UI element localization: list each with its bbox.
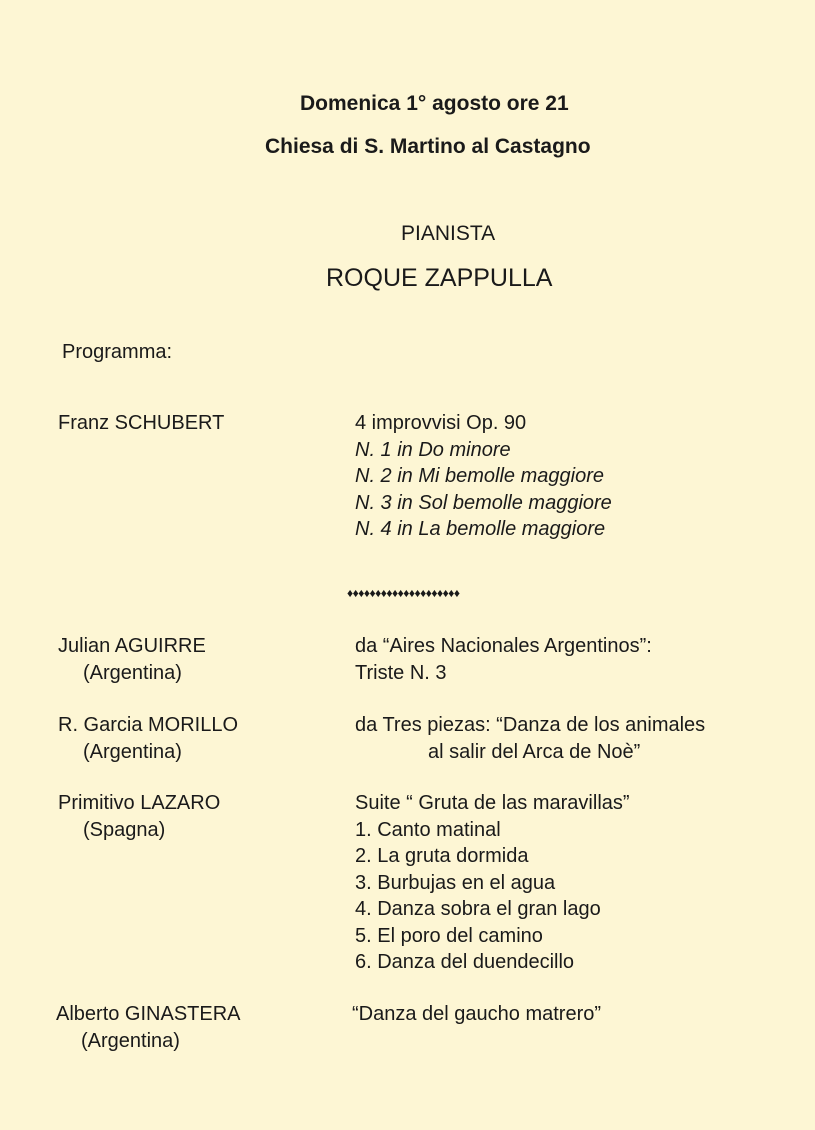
work-line: 4. Danza sobra el gran lago [355, 898, 601, 920]
work-morillo [355, 712, 705, 765]
work-line: da “Aires Nacionales Argentinos”: [355, 635, 652, 657]
composer-name: Alberto GINASTERA [56, 1003, 241, 1025]
composer-name: Julian AGUIRRE [58, 635, 206, 657]
work-item: N. 2 in Mi bemolle maggiore [355, 465, 604, 487]
composer-morillo [58, 712, 238, 765]
work-aguirre [355, 633, 652, 686]
work-line: “Danza del gaucho matrero” [352, 1003, 602, 1025]
work-ginastera [352, 1001, 601, 1028]
work-line: Triste N. 3 [355, 661, 447, 684]
work-line: 2. La gruta dormida [355, 845, 529, 867]
work-item: N. 3 in Sol bemolle maggiore [355, 491, 612, 514]
composer-country: (Spagna) [83, 818, 166, 841]
composer-ginastera [56, 1001, 241, 1054]
work-lazaro [355, 790, 630, 976]
composer-name: Franz SCHUBERT [58, 412, 225, 434]
work-line: Suite “ Gruta de las maravillas” [355, 792, 630, 814]
work-line: 6. Danza del duendecillo [355, 951, 575, 973]
composer-name: R. Garcia MORILLO [58, 714, 239, 736]
work-line: 5. El poro del camino [355, 924, 543, 947]
composer-country: (Argentina) [81, 1029, 180, 1052]
composer-name: Primitivo LAZARO [58, 792, 221, 814]
composer-schubert [58, 410, 224, 437]
composer-aguirre [58, 633, 206, 686]
work-item: N. 4 in La bemolle maggiore [355, 518, 606, 540]
work-line: al salir del Arca de Noè” [428, 740, 641, 763]
composer-lazaro [58, 790, 220, 843]
date-time-heading: Domenica 1° agosto ore 21 [300, 92, 569, 115]
work-line: 3. Burbujas en el agua [355, 871, 556, 894]
work-line: 1. Canto matinal [355, 818, 501, 841]
composer-country: (Argentina) [83, 661, 182, 684]
venue-heading: Chiesa di S. Martino al Castagno [265, 135, 591, 158]
work-line: da Tres piezas: “Danza de los animales [355, 714, 706, 736]
work-schubert [355, 410, 612, 543]
separator-ornament: ♦♦♦♦♦♦♦♦♦♦♦♦♦♦♦♦♦♦♦♦ [347, 586, 460, 600]
performer-name: ROQUE ZAPPULLA [326, 264, 553, 292]
role-label: PIANISTA [401, 222, 496, 245]
program-label: Programma: [62, 341, 173, 363]
work-title: 4 improvvisi Op. 90 [355, 412, 527, 434]
composer-country: (Argentina) [83, 740, 182, 763]
work-item: N. 1 in Do minore [355, 438, 511, 461]
